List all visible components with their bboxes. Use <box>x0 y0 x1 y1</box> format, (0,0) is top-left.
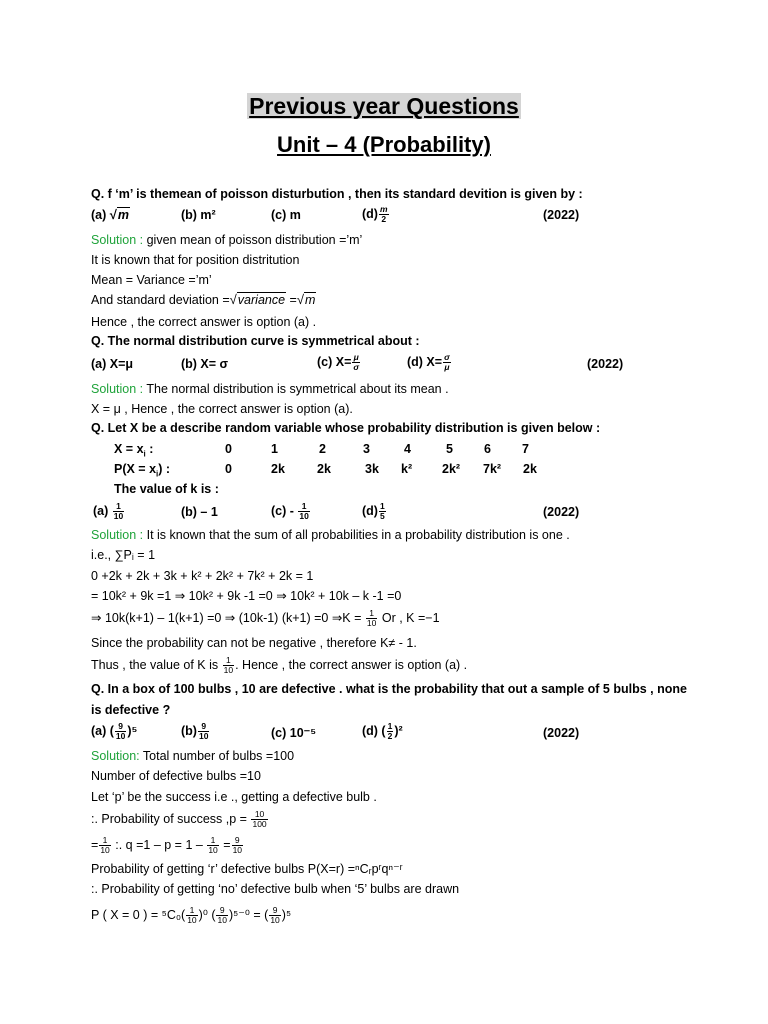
q3-option-b: (b) – 1 <box>181 505 218 519</box>
q4-solution-line-3: Let ‘p’ be the success i.e ., getting a defective bulb . <box>91 790 377 804</box>
q3-table-row-x-label: $X = x_i$ : <box>114 442 154 459</box>
q4-year: (2022) <box>543 726 580 740</box>
q3-p-value: k² <box>401 462 413 476</box>
q1-solution-line-2: It is known that for position distritution <box>91 253 300 267</box>
q2-option-c: (c) X= $\frac{\mu}{\sigma}$ <box>317 352 360 372</box>
q2-option-d: (d) X= $\frac{\sigma}{\mu}$ <box>407 352 450 372</box>
q4-solution-line-1: Solution: Total number of bulbs =100 <box>91 749 295 763</box>
q3-p-value: 7k² <box>483 462 502 476</box>
q4-option-a: (a) ( $\frac{9}{10}$ )⁵ <box>91 721 138 741</box>
q1-option-d: (d) $\frac{m}{2}$ <box>362 204 388 224</box>
q3-table-row-p-label: $P(X = x_i)$ : <box>114 462 171 479</box>
q1-solution-line-3: Mean = Variance =’m’ <box>91 273 212 287</box>
q3-solution-line-6: Since the probability can not be negative , therefore K≠ - 1. <box>91 636 417 650</box>
q3-solution-line-4: = 10k² + 9k =1 ⇒ 10k² + 9k -1 =0 ⇒ 10k² + 10k – k -1 =0 <box>91 589 402 603</box>
solution-label: Solution : <box>91 528 144 542</box>
q2-solution-line-2: X = μ , Hence , the correct answer is option (a). <box>91 402 353 416</box>
q4-option-c: (c) 10⁻⁵ <box>271 726 317 740</box>
q3-solution-line-1: Solution : It is known that the sum of all probabilities in a probability distribution is one . <box>91 528 570 542</box>
q4-solution-line-4: :. Probability of success ,p = $\frac{10}{100}$ <box>91 809 267 829</box>
q3-x-value: 7 <box>522 442 529 456</box>
page-title: Previous year Questions <box>249 93 519 119</box>
q4-option-d: (d) ( $\frac{1}{2}$ )² <box>362 721 403 741</box>
q3-p-value: 3k <box>365 462 379 476</box>
q3-solution-line-5: ⇒ 10k(k+1) – 1(k+1) =0 ⇒ (10k-1) (k+1) =0 ⇒K = $\frac{1}{10}$ Or , K =−1 <box>91 608 440 628</box>
question-4-line-1: Q. In a box of 100 bulbs , 10 are defective . what is the probability that out a sample of 5 bulbs , none <box>91 682 687 696</box>
q3-x-value: 6 <box>484 442 491 456</box>
q3-x-value: 4 <box>404 442 411 456</box>
q1-solution-line-5: Hence , the correct answer is option (a) . <box>91 315 317 329</box>
q3-p-value: 2k <box>317 462 331 476</box>
q3-year: (2022) <box>543 505 580 519</box>
question-3: Q. Let X be a describe random variable whose probability distribution is given below : <box>91 421 601 435</box>
q3-x-value: 3 <box>363 442 370 456</box>
q1-solution-line-1: Solution : given mean of poisson distribution =’m’ <box>91 233 363 247</box>
q3-solution-line-2: i.e., ∑Pᵢ = 1 <box>91 548 156 562</box>
q1-solution-line-4: And standard deviation =√variance =√m <box>91 292 316 307</box>
q2-option-a: (a) X=μ <box>91 357 134 371</box>
q3-x-value: 0 <box>225 442 232 456</box>
q3-p-value: 0 <box>225 462 232 476</box>
q3-p-value: 2k <box>523 462 537 476</box>
question-2: Q. The normal distribution curve is symmetrical about : <box>91 334 420 348</box>
q3-x-value: 2 <box>319 442 326 456</box>
q3-x-value: 5 <box>446 442 453 456</box>
q3-p-value: 2k² <box>442 462 461 476</box>
q3-option-c: (c) - $\frac{1}{10}$ <box>271 501 309 521</box>
q4-solution-line-2: Number of defective bulbs =10 <box>91 769 261 783</box>
q3-solution-line-3: 0 +2k + 2k + 3k + k² + 2k² + 7k² + 2k = 1 <box>91 569 314 583</box>
q2-year: (2022) <box>587 357 624 371</box>
solution-label: Solution : <box>91 233 144 247</box>
q4-option-b: (b) $\frac{9}{10}$ <box>181 721 209 741</box>
q4-solution-line-8: P ( X = 0 ) = ⁵C₀( $\frac{1}{10}$ )⁰ ( $\frac{9}{10}$ )⁵⁻⁰ = ( $\frac{9}{10}$ )⁵ <box>91 905 292 925</box>
page-subtitle: Unit – 4 (Probability) <box>277 132 491 157</box>
q1-year: (2022) <box>543 208 580 222</box>
solution-label: Solution: <box>91 749 140 763</box>
question-4-line-2: is defective ? <box>91 703 171 717</box>
q1-option-c: (c) m <box>271 208 301 222</box>
q1-option-b: (b) m² <box>181 208 216 222</box>
q1-option-a: (a) √m <box>91 207 130 222</box>
q4-solution-line-6: Probability of getting ‘r’ defective bulbs P(X=r) =ⁿCᵣpʳqⁿ⁻ʳ <box>91 862 403 876</box>
q4-solution-line-7: :. Probability of getting ‘no’ defective bulb when ‘5’ bulbs are drawn <box>91 882 460 896</box>
q3-option-a: (a) $\frac{1}{10}$ <box>93 501 124 521</box>
q3-x-value: 1 <box>271 442 278 456</box>
q3-p-value: 2k <box>271 462 285 476</box>
q4-solution-line-5: = $\frac{1}{10}$ :. q =1 – p = 1 – $\frac{1}{10}$ = $\frac{9}{10}$ <box>91 835 243 855</box>
q2-solution-line-1: Solution : The normal distribution is symmetrical about its mean . <box>91 382 449 396</box>
solution-label: Solution : <box>91 382 144 396</box>
q3-solution-line-7: Thus , the value of K is $\frac{1}{10}$ . Hence , the correct answer is option (a) . <box>91 655 468 675</box>
question-1: Q. f ‘m’ is themean of poisson disturbution , then its standard devition is given by : <box>91 187 583 201</box>
q3-value-line: The value of k is : <box>114 482 219 496</box>
q3-option-d: (d) $\frac{1}{5}$ <box>362 501 385 521</box>
q2-option-b: (b) X= σ <box>181 357 229 371</box>
